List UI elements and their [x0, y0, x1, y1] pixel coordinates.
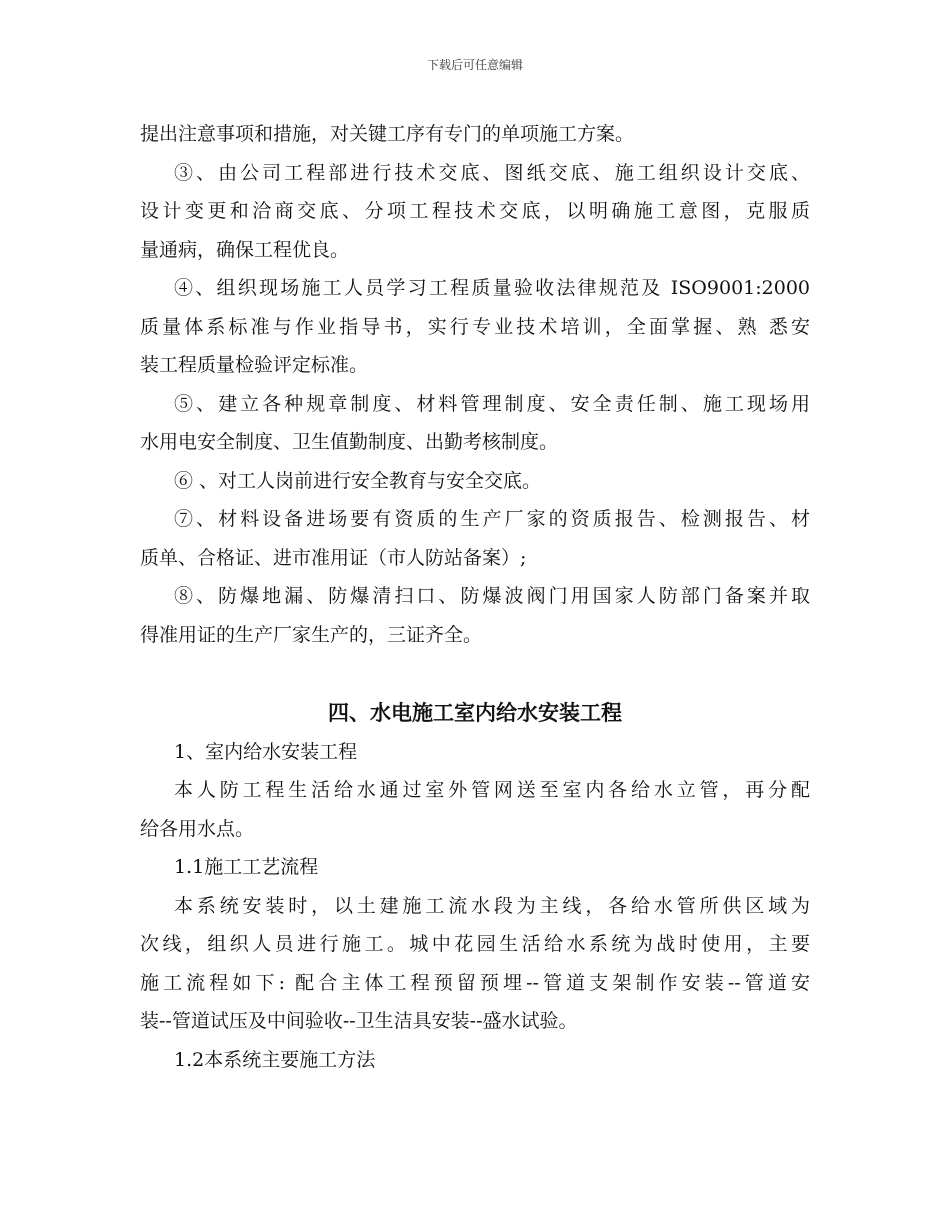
paragraph-line: ⑦、材料设备进场要有资质的生产厂家的资质报告、检测报告、材 — [174, 508, 810, 530]
page-header: 下载后可任意编辑 — [426, 58, 523, 72]
paragraph-line: 装工程质量检验评定标准。 — [140, 354, 369, 376]
document-body — [140, 115, 810, 1079]
paragraph-line: ⑥ 、对工人岗前进行安全教育与安全交底。 — [174, 469, 542, 492]
paragraph-line: 质量体系标准与作业指导书，实行专业技术培训，全面掌握、熟 悉安 — [140, 315, 810, 338]
section-gap — [140, 654, 810, 694]
subsection-title: 1.1施工工艺流程 — [174, 856, 319, 878]
paragraph-line: 质单、合格证、进市准用证（市人防站备案）; — [140, 546, 527, 569]
paragraph-line: 本系统安装时，以土建施工流水段为主线，各给水管所供区域为 — [174, 894, 810, 917]
paragraph-line: ③、由公司工程部进行技术交底、图纸交底、施工组织设计交底、 — [174, 161, 810, 184]
paragraph-line: 提出注意事项和措施，对关键工序有专门的单项施工方案。 — [140, 123, 635, 145]
paragraph-line: 水用电安全制度、卫生值勤制度、出勤考核制度。 — [140, 431, 559, 453]
paragraph-line: 施工流程如下: 配合主体工程预留预埋--管道支架制作安装--管道安 — [140, 971, 810, 994]
section-heading: 四、水电施工室内给水安装工程 — [328, 701, 622, 725]
paragraph-line: ④、组织现场施工人员学习工程质量验收法律规范及 ISO9001:2000 — [174, 277, 810, 299]
paragraph-line: 本人防工程生活给水通过室外管网送至室内各给水立管，再分配 — [174, 779, 810, 801]
subsection-title: 1.2本系统主要施工方法 — [174, 1048, 376, 1071]
paragraph-line: ⑧、防爆地漏、防爆清扫口、防爆波阀门用国家人防部门备案并取 — [174, 585, 810, 607]
subsection-title: 1、室内给水安装工程 — [174, 740, 358, 763]
paragraph-line: 量通病，确保工程优良。 — [140, 238, 350, 261]
paragraph-line: 得准用证的生产厂家生产的，三证齐全。 — [140, 623, 483, 646]
paragraph-line: 设计变更和洽商交底、分项工程技术交底，以明确施工意图，克服质 — [140, 200, 810, 222]
paragraph-line: 给各用水点。 — [140, 817, 255, 840]
paragraph-line: 装--管道试压及中间验收--卫生洁具安装--盛水试验。 — [140, 1010, 578, 1032]
paragraph-line: ⑤、建立各种规章制度、材料管理制度、安全责任制、施工现场用 — [174, 392, 810, 415]
paragraph-line: 次线，组织人员进行施工。城中花园生活给水系统为战时使用，主要 — [140, 933, 810, 955]
